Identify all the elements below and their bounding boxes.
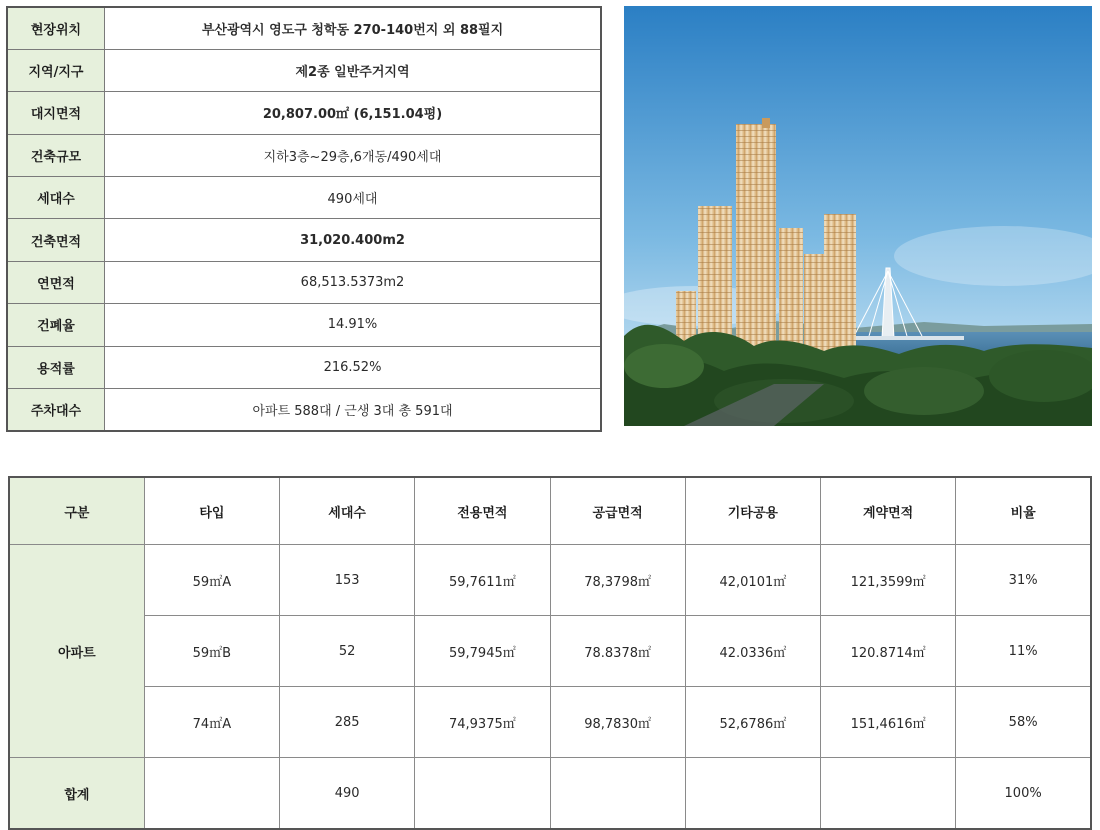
cell-supply-area: 78.8378㎡ (550, 616, 685, 687)
table-row (7, 92, 601, 134)
info-label: 연면적 (7, 261, 105, 303)
unit-table-header-row (9, 477, 1091, 545)
cell-exclusive-area: 59,7611㎡ (415, 545, 550, 616)
total-other-common-area-cell (685, 758, 820, 830)
info-label: 용적률 (7, 346, 105, 388)
header-other-common-area: 기타공용 (685, 477, 820, 545)
unit-table-head (9, 477, 1091, 545)
header-contract-area: 계약면적 (821, 477, 956, 545)
table-row (7, 346, 601, 388)
info-value: 지하3층~29층,6개동/490세대 (105, 134, 602, 176)
info-value: 20,807.00㎡ (6,151.04평) (105, 92, 602, 134)
apartment-group-label: 아파트 (9, 545, 144, 758)
cell-contract-area: 121,3599㎡ (821, 545, 956, 616)
cell-type: 59㎡B (144, 616, 279, 687)
cell-type: 74㎡A (144, 687, 279, 758)
total-type-cell (144, 758, 279, 830)
cell-supply-area: 78,3798㎡ (550, 545, 685, 616)
cell-contract-area: 151,4616㎡ (821, 687, 956, 758)
table-row (7, 7, 601, 49)
cell-supply-area: 98,7830㎡ (550, 687, 685, 758)
site-info-table (6, 6, 602, 432)
cell-household-count: 153 (280, 545, 415, 616)
info-label: 세대수 (7, 177, 105, 219)
info-label: 주차대수 (7, 389, 105, 431)
cell-exclusive-area: 59,7945㎡ (415, 616, 550, 687)
table-row (7, 219, 601, 261)
apartment-rendering-image (624, 6, 1092, 426)
table-row (9, 616, 1091, 687)
table-row (7, 49, 601, 91)
cell-ratio: 31% (956, 545, 1091, 616)
table-row (7, 261, 601, 303)
info-label: 건축규모 (7, 134, 105, 176)
total-label: 합계 (9, 758, 144, 830)
cell-household-count: 52 (280, 616, 415, 687)
total-row (9, 758, 1091, 830)
total-ratio: 100% (956, 758, 1091, 830)
info-value: 14.91% (105, 304, 602, 346)
info-label: 지역/지구 (7, 49, 105, 91)
total-household-count: 490 (280, 758, 415, 830)
table-row (9, 687, 1091, 758)
cell-other-common-area: 42,0101㎡ (685, 545, 820, 616)
cell-ratio: 58% (956, 687, 1091, 758)
header-category: 구분 (9, 477, 144, 545)
table-row (7, 304, 601, 346)
unit-type-table (8, 476, 1092, 830)
cell-contract-area: 120.8714㎡ (821, 616, 956, 687)
table-row (9, 545, 1091, 616)
info-label: 현장위치 (7, 7, 105, 49)
header-supply-area: 공급면적 (550, 477, 685, 545)
cell-household-count: 285 (280, 687, 415, 758)
total-exclusive-area-cell (415, 758, 550, 830)
table-row (7, 177, 601, 219)
info-value: 31,020.400m2 (105, 219, 602, 261)
info-value: 제2종 일반주거지역 (105, 49, 602, 91)
total-supply-area-cell (550, 758, 685, 830)
site-info-body (7, 7, 601, 431)
info-value: 아파트 588대 / 근생 3대 총 591대 (105, 389, 602, 431)
header-household-count: 세대수 (280, 477, 415, 545)
cell-other-common-area: 52,6786㎡ (685, 687, 820, 758)
total-contract-area-cell (821, 758, 956, 830)
info-label: 건폐율 (7, 304, 105, 346)
info-value: 68,513.5373m2 (105, 261, 602, 303)
info-label: 대지면적 (7, 92, 105, 134)
header-type: 타입 (144, 477, 279, 545)
info-value: 부산광역시 영도구 청학동 270-140번지 외 88필지 (105, 7, 602, 49)
table-row (7, 134, 601, 176)
table-row (7, 389, 601, 431)
cell-other-common-area: 42.0336㎡ (685, 616, 820, 687)
info-value: 490세대 (105, 177, 602, 219)
info-value: 216.52% (105, 346, 602, 388)
cell-ratio: 11% (956, 616, 1091, 687)
header-ratio: 비율 (956, 477, 1091, 545)
header-exclusive-area: 전용면적 (415, 477, 550, 545)
info-label: 건축면적 (7, 219, 105, 261)
cell-exclusive-area: 74,9375㎡ (415, 687, 550, 758)
cell-type: 59㎡A (144, 545, 279, 616)
unit-table-body (9, 545, 1091, 830)
